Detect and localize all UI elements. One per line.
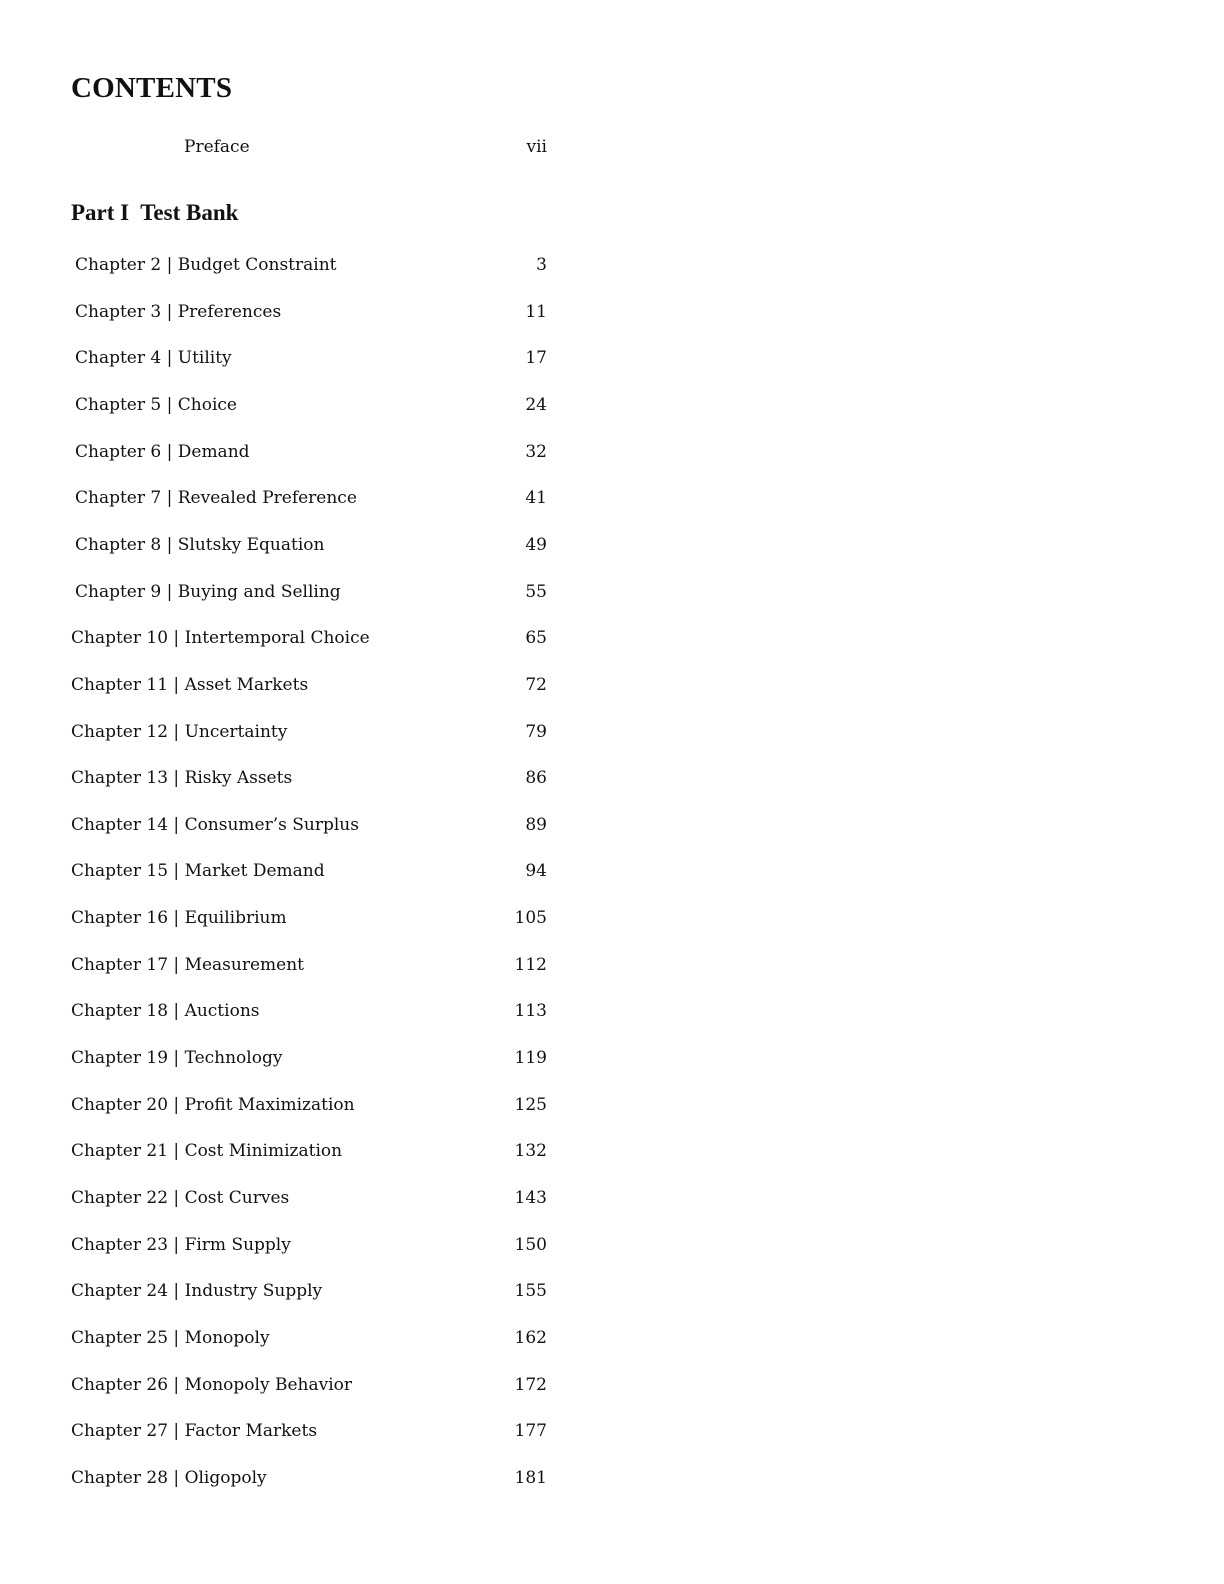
toc-entry: [0, 1183, 560, 1213]
toc-entry-page: 155: [514, 1281, 547, 1301]
toc-entry-page: 49: [525, 535, 547, 555]
toc-entry-title: Chapter 28 | Oligopoly: [71, 1468, 267, 1488]
toc-entry-title: Preface: [184, 137, 250, 157]
toc-entry-title: Chapter 24 | Industry Supply: [71, 1281, 323, 1301]
toc-entry: [0, 250, 560, 280]
toc-entry-title: Chapter 26 | Monopoly Behavior: [71, 1375, 352, 1395]
toc-entry-page: 65: [525, 628, 547, 648]
toc-entry: [0, 1136, 560, 1166]
toc-entry-page: 86: [525, 768, 547, 788]
toc-entry-page: 177: [514, 1421, 547, 1441]
toc-entry-page: 181: [514, 1468, 547, 1488]
toc-entry-page: 94: [525, 861, 547, 881]
toc-entry-page: 32: [525, 442, 547, 462]
toc-entry: [0, 763, 560, 793]
toc-entry-page: 119: [514, 1048, 547, 1068]
toc-entry: [0, 1090, 560, 1120]
toc-entry-title: Chapter 15 | Market Demand: [71, 861, 325, 881]
toc-entry-page: 3: [536, 255, 547, 275]
toc-entry-title: Chapter 2 | Budget Constraint: [75, 255, 337, 275]
toc-entry: [0, 1416, 560, 1446]
toc-entry-title: Chapter 14 | Consumer’s Surplus: [71, 815, 359, 835]
toc-entry: [0, 856, 560, 886]
toc-entry-title: Chapter 12 | Uncertainty: [71, 722, 288, 742]
toc-entry: [0, 437, 560, 467]
toc-entry: [0, 1323, 560, 1353]
toc-entry-title: Chapter 16 | Equilibrium: [71, 908, 287, 928]
toc-entry-title: Chapter 4 | Utility: [75, 348, 232, 368]
page-title: CONTENTS: [71, 72, 233, 104]
toc-entry-page: 105: [514, 908, 547, 928]
toc-entry-page: 132: [514, 1141, 547, 1161]
toc-entry-title: Chapter 11 | Asset Markets: [71, 675, 309, 695]
toc-entry-page: 113: [514, 1001, 547, 1021]
toc-entry: [0, 483, 560, 513]
toc-entry-page: 72: [525, 675, 547, 695]
toc-entry-page: 143: [514, 1188, 547, 1208]
toc-entry: [0, 530, 560, 560]
toc-entry: [0, 1043, 560, 1073]
toc-entry-title: Chapter 17 | Measurement: [71, 955, 304, 975]
toc-entry-page: 162: [514, 1328, 547, 1348]
toc-entry-title: Chapter 6 | Demand: [75, 442, 250, 462]
part-title: Part I Test Bank: [71, 200, 239, 225]
toc-entry-title: Chapter 20 | Profit Maximization: [71, 1095, 355, 1115]
toc-entry: [0, 903, 560, 933]
toc-entry-page: 17: [525, 348, 547, 368]
toc-entry-page: 24: [525, 395, 547, 415]
toc-entry-title: Chapter 10 | Intertemporal Choice: [71, 628, 370, 648]
toc-entry-page: 172: [514, 1375, 547, 1395]
toc-entry-page: 125: [514, 1095, 547, 1115]
toc-entry: [0, 950, 560, 980]
toc-entry-title: Chapter 18 | Auctions: [71, 1001, 260, 1021]
toc-entry-title: Chapter 9 | Buying and Selling: [75, 582, 341, 602]
toc-entry: [0, 1370, 560, 1400]
toc-entry-page: 55: [525, 582, 547, 602]
toc-entry-title: Chapter 23 | Firm Supply: [71, 1235, 291, 1255]
toc-entry-page: vii: [526, 137, 547, 157]
toc-entry: [0, 343, 560, 373]
toc-entry-preface: [0, 132, 560, 162]
toc-entry-page: 89: [525, 815, 547, 835]
toc-entry-title: Chapter 7 | Revealed Preference: [75, 488, 357, 508]
toc-entry: [0, 1230, 560, 1260]
toc-entry-title: Chapter 8 | Slutsky Equation: [75, 535, 325, 555]
toc-entry: [0, 1276, 560, 1306]
toc-entry-title: Chapter 3 | Preferences: [75, 302, 282, 322]
toc-entry-title: Chapter 27 | Factor Markets: [71, 1421, 318, 1441]
toc-entry-title: Chapter 25 | Monopoly: [71, 1328, 270, 1348]
toc-entry-page: 41: [525, 488, 547, 508]
toc-entry-page: 79: [525, 722, 547, 742]
toc-entry: [0, 390, 560, 420]
toc-entry-title: Chapter 13 | Risky Assets: [71, 768, 293, 788]
toc-entry-title: Chapter 21 | Cost Minimization: [71, 1141, 343, 1161]
toc-entry: [0, 996, 560, 1026]
toc-entry: [0, 297, 560, 327]
toc-entry-page: 150: [514, 1235, 547, 1255]
toc-entry: [0, 670, 560, 700]
toc-entry-page: 112: [514, 955, 547, 975]
toc-entry-title: Chapter 5 | Choice: [75, 395, 237, 415]
toc-entry: [0, 717, 560, 747]
toc-entry: [0, 1463, 560, 1493]
toc-entry: [0, 810, 560, 840]
toc-entry: [0, 577, 560, 607]
toc-entry: [0, 623, 560, 653]
toc-entry-page: 11: [525, 302, 547, 322]
toc-entry-title: Chapter 19 | Technology: [71, 1048, 283, 1068]
toc-entry-title: Chapter 22 | Cost Curves: [71, 1188, 290, 1208]
